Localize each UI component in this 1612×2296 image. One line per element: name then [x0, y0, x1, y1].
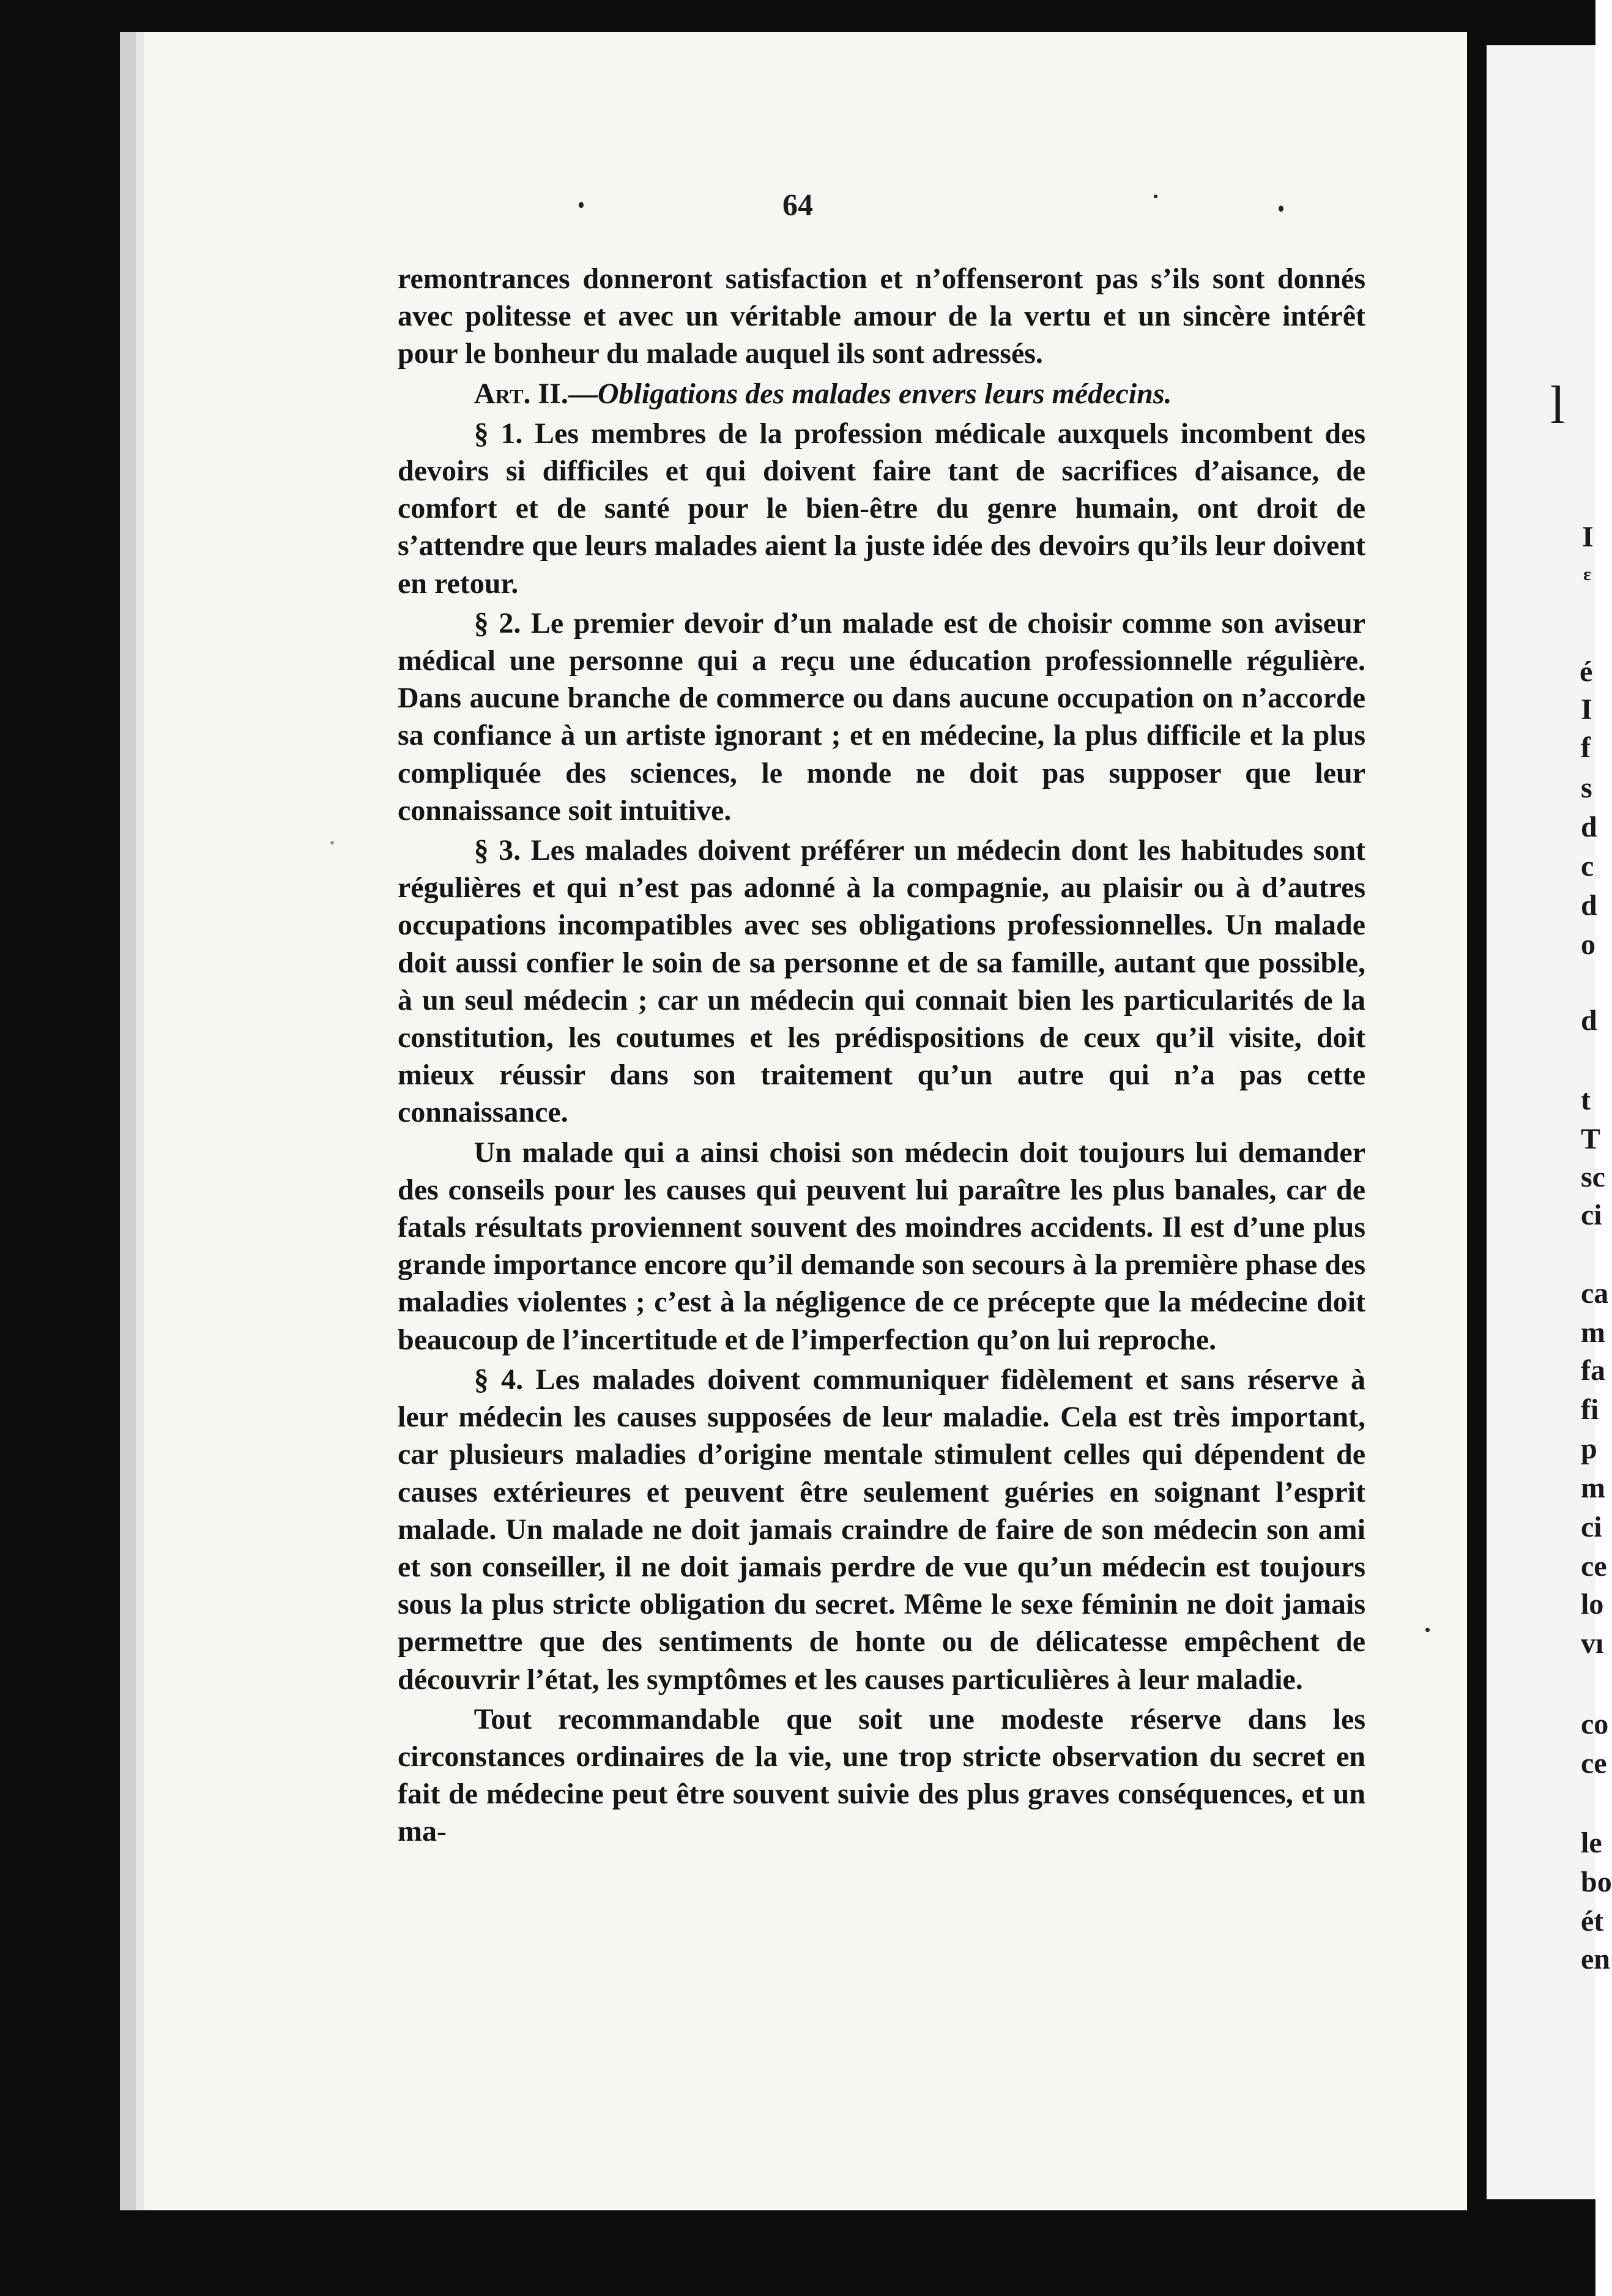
facing-fragment: vı — [1581, 1627, 1604, 1660]
facing-page-text — [1491, 45, 1612, 2199]
facing-fragment: I — [1582, 521, 1594, 553]
section-paragraph-1: § 1. Les membres de la profession médicale auxquels incombent des devoirs si difficiles et qui doivent faire tant de sacrifices d’aisance, de comfort et de santé pour le bien-être du genre humain, ont droit de s’attendre que leurs malades aient la juste idée des devoirs qu’ils leur doivent en retour. — [398, 417, 1365, 600]
facing-fragment: ɛ — [1583, 564, 1591, 584]
facing-fragment: fi — [1581, 1393, 1599, 1426]
facing-fragment: l — [1550, 376, 1566, 435]
paragraph-malade-choix: Un malade qui a ainsi choisi son médecin doit toujours lui demander des conseils pour les causes qui peuvent lui paraître les plus banales, car de fatals résultats proviennent souvent des moindres accidents. Il est d’une plus grande importance encore qu’il demande son secours à la première phase des maladies violentes ; c’est à la négligence de ce précepte que la médecine doit beaucoup de l’incertitude et de l’imperfection qu’on lui reproche. — [398, 1136, 1365, 1356]
facing-fragment: T — [1581, 1123, 1601, 1155]
facing-fragment: bo — [1581, 1866, 1612, 1898]
article-heading — [398, 375, 1365, 412]
facing-fragment: ce — [1581, 1550, 1607, 1582]
page-number: 64 — [782, 187, 813, 222]
facing-fragment: ét — [1581, 1905, 1604, 1937]
facing-fragment: m — [1581, 1472, 1605, 1504]
facing-fragment: co — [1581, 1708, 1609, 1740]
article-label: Art. II.— — [474, 377, 598, 410]
facing-fragment: I — [1581, 693, 1592, 726]
facing-fragment: le — [1581, 1827, 1602, 1859]
paragraph-reserve: Tout recommandable que soit une modeste réserve dans les circonstances ordinaires de la vie, une trop stricte observation du secret en fait de médecine peut être souvent suivie des plus graves conséquences, et un ma- — [398, 1702, 1365, 1848]
facing-fragment: p — [1581, 1433, 1597, 1465]
page-body-text — [398, 260, 1365, 1851]
facing-fragment: ci — [1581, 1199, 1602, 1231]
section-paragraph-2: § 2. Le premier devoir d’un malade est de choisir comme son aviseur médical une personne qui a reçu une éducation professionnelle régulière. Dans aucune branche de commerce ou dans aucune occupation on n’accorde sa confiance à un artiste ignorant ; et en médecine, la plus difficile et la plus compliquée des sciences, le monde ne doit pas supposer que leur connaissance soit intuitive. — [398, 606, 1365, 827]
facing-fragment: ca — [1581, 1277, 1609, 1310]
facing-fragment: f — [1581, 731, 1591, 764]
section-paragraph-4: § 4. Les malades doivent communiquer fidèlement et sans réserve à leur médecin les causes supposées de leur maladie. Cela est très important, car plusieurs maladies d’origine mentale stimulent celles qui dépendent de causes extérieures et peuvent être seulement guéries en soignant l’esprit malade. Un malade ne doit jamais craindre de faire de son médecin son ami et son conseiller, il ne doit jamais perdre de vue qu’un médecin est toujours sous la plus stricte obligation du secret. Même le sexe féminin ne doit jamais permettre que des sentiments de honte ou de délicatesse empêchent de découvrir l’état, les symptômes et les causes particulières à leur maladie. — [398, 1363, 1365, 1696]
facing-fragment: en — [1581, 1943, 1610, 1975]
article-title: Obligations des malades envers leurs médecins. — [597, 377, 1172, 410]
facing-fragment: ce — [1581, 1747, 1607, 1780]
facing-fragment: o — [1581, 928, 1595, 961]
paragraph-continuation: remontrances donneront satisfaction et n’offenseront pas s’ils sont donnés avec politesse et avec un véritable amour de la vertu et un sincère intérêt pour le bonheur du malade auquel ils sont adressés. — [398, 263, 1365, 370]
facing-fragment: d — [1581, 889, 1597, 922]
facing-fragment: t — [1581, 1084, 1591, 1116]
facing-fragment: ci — [1581, 1511, 1602, 1543]
facing-fragment: é — [1580, 655, 1593, 688]
facing-page — [1487, 45, 1612, 2199]
section-paragraph-3: § 3. Les malades doivent préférer un médecin dont les habitudes sont régulières et qui n’est pas adonné à la compagnie, au plaisir ou à d’autres occupations incompatibles avec ses obligations professionnelles. Un malade doit aussi confier le soin de sa personne et de sa famille, autant que possible, à un seul médecin ; car un médecin qui connait bien les particularités de la constitution, les coutumes et les prédispositions de ceux qu’il visite, doit mieux réussir dans son traitement qu’un autre qui n’a pas cette connaissance. — [398, 834, 1365, 1129]
facing-fragment: fa — [1581, 1354, 1605, 1387]
facing-fragment: d — [1581, 1004, 1597, 1037]
facing-fragment: c — [1581, 850, 1594, 882]
facing-fragment: lo — [1581, 1588, 1604, 1620]
scan-speck — [330, 841, 334, 844]
facing-fragment: m — [1581, 1316, 1605, 1349]
scan-speck — [1425, 1628, 1430, 1632]
facing-fragment: s — [1581, 772, 1592, 804]
facing-fragment: sc — [1581, 1161, 1605, 1193]
facing-fragment: d — [1581, 811, 1597, 843]
